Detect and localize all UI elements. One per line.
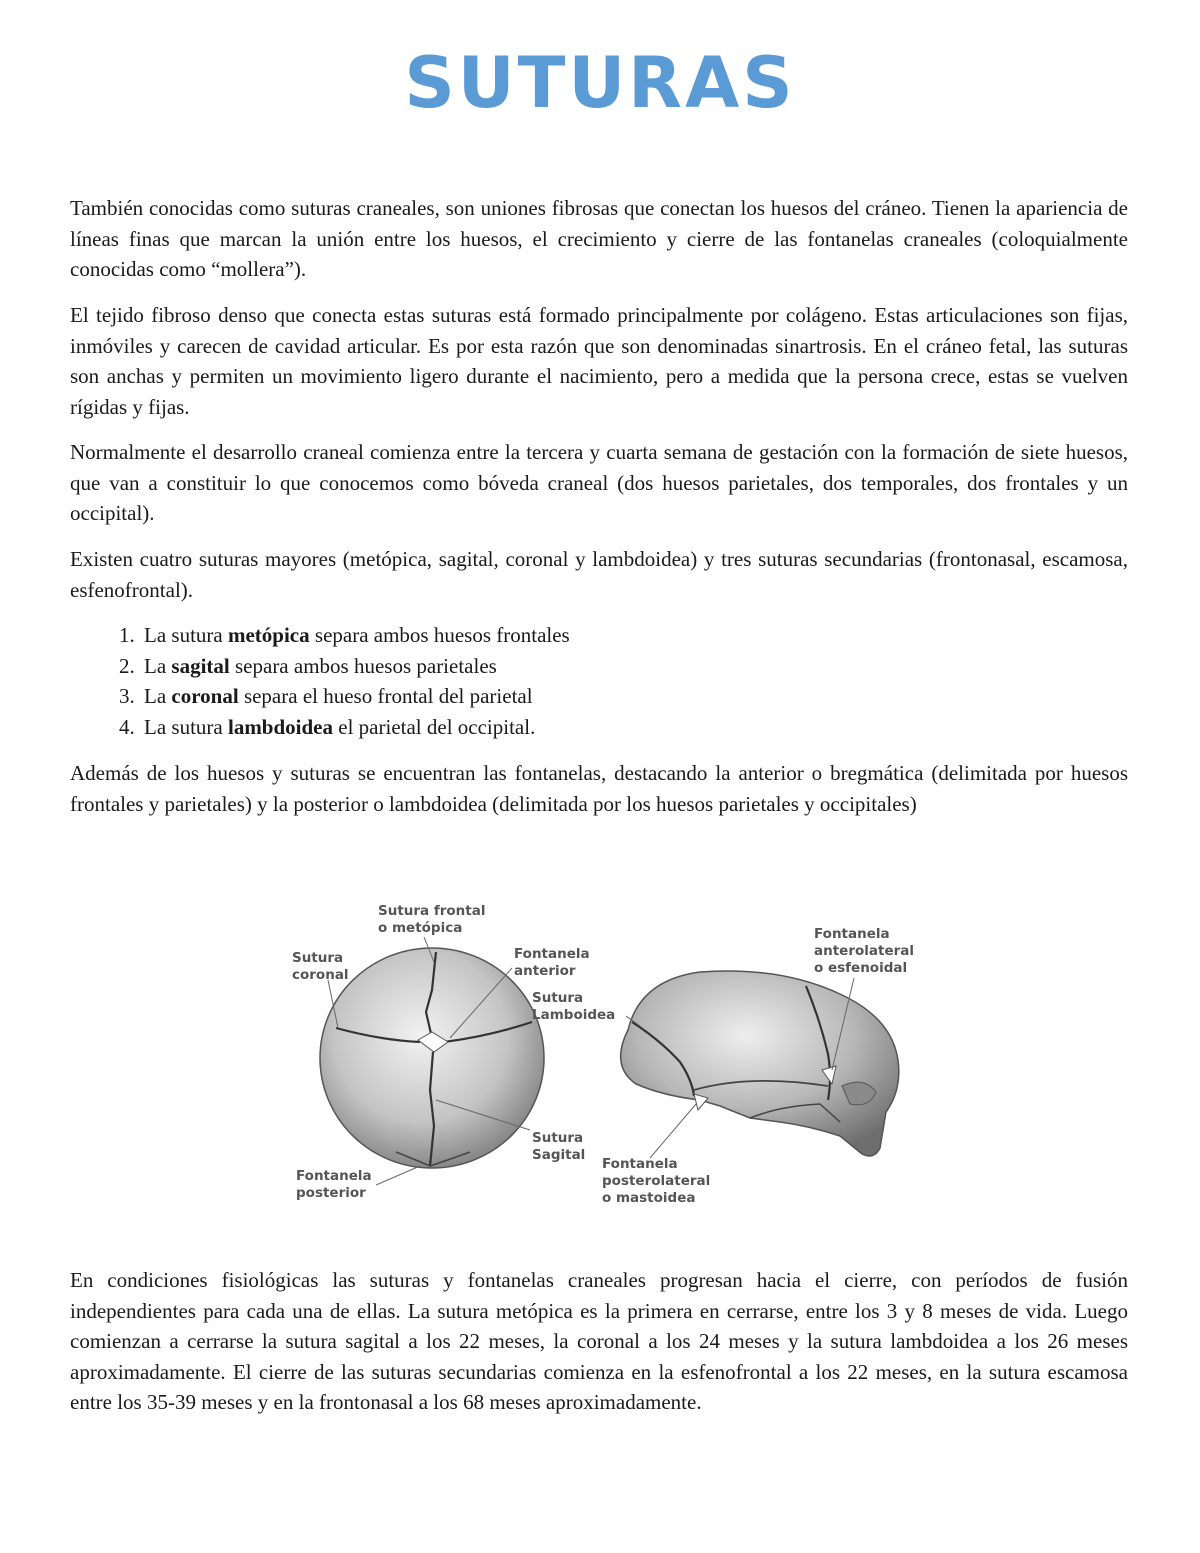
label-fontanela-posterior: posterior (296, 1185, 366, 1201)
label-sutura-sagital: Sagital (532, 1147, 586, 1163)
paragraph-desarrollo: Normalmente el desarrollo craneal comienza entre la tercera y cuarta semana de gestación con la formación de siete huesos, que van a constituir lo que conocemos como bóveda craneal (dos huesos parietales, dos temporales, dos frontales y un occipital). (70, 440, 1128, 525)
label-sutura-lamboidea: Lamboidea (532, 1007, 616, 1023)
list-item: 4. La sutura lambdoidea el parietal del occipital. (140, 712, 1198, 743)
label-sutura-lamboidea: Sutura (532, 990, 584, 1006)
label-fontanela-posterolateral: o mastoidea (602, 1190, 696, 1206)
label-fontanela-anterolateral: Fontanela (814, 926, 890, 942)
label-sutura-frontal: o metópica (378, 920, 463, 936)
list-item: 3. La coronal separa el hueso frontal del parietal (140, 681, 1198, 712)
page-title: SUTURAS (404, 42, 796, 124)
skull-figure (280, 890, 930, 1220)
label-fontanela-posterior: Fontanela (296, 1168, 372, 1184)
label-sutura-sagital: Sutura (532, 1130, 584, 1146)
skull-top-view (320, 937, 544, 1185)
skull-illustration (280, 890, 930, 1220)
paragraph-intro: También conocidas como suturas craneales, son uniones fibrosas que conectan los huesos del cráneo. Tienen la apariencia de líneas finas que marcan la unión entre los huesos, el crecimiento y cierre de las fontanelas craneales (coloquialmente conocidas como “mollera”). (70, 196, 1128, 281)
label-fontanela-anterior: Fontanela (514, 946, 590, 962)
list-item: 2. La sagital separa ambos huesos parietales (140, 651, 1198, 682)
paragraph-tejido: El tejido fibroso denso que conecta estas suturas está formado principalmente por colágeno. Estas articulaciones son fijas, inmóviles y carecen de cavidad articular. Es por esta razón que son denominadas sinartrosis. En el cráneo fetal, las suturas son anchas y permiten un movimiento ligero durante el nacimiento, pero a medida que la persona crece, estas se vuelven rígidas y fijas. (70, 303, 1128, 419)
list-item: 1. La sutura metópica separa ambos huesos frontales (140, 620, 1198, 651)
label-sutura-coronal: coronal (292, 967, 349, 983)
label-fontanela-posterolateral: posterolateral (602, 1173, 711, 1189)
label-fontanela-posterolateral: Fontanela (602, 1156, 678, 1172)
label-sutura-coronal: Sutura (292, 950, 344, 966)
paragraph-cierre: En condiciones fisiológicas las suturas y fontanelas craneales progresan hacia el cierre, con períodos de fusión independientes para cada una de ellas. La sutura metópica es la primera en cerrarse, entre los 3 y 8 meses de vida. Luego comienzan a cerrarse la sutura sagital a los 22 meses, la coronal a los 24 meses y la sutura lambdoidea a los 26 meses aproximadamente. El cierre de las suturas secundarias comienza en la esfenofrontal a los 22 meses, en la sutura escamosa entre los 35-39 meses y en la frontonasal a los 68 meses aproximadamente. (70, 1268, 1128, 1414)
paragraph-tipos: Existen cuatro suturas mayores (metópica, sagital, coronal y lambdoidea) y tres suturas secundarias (frontonasal, escamosa, esfenofrontal). (70, 547, 1128, 602)
label-fontanela-anterior: anterior (514, 963, 576, 979)
label-fontanela-anterolateral: anterolateral (814, 943, 915, 959)
sutures-list (70, 620, 1198, 742)
paragraph-fontanelas: Además de los huesos y suturas se encuentran las fontanelas, destacando la anterior o bregmática (delimitada por huesos frontales y parietales) y la posterior o lambdoidea (delimitada por los huesos parietales y occipitales) (70, 761, 1128, 816)
skull-side-view (621, 971, 899, 1158)
label-sutura-frontal: Sutura frontal (378, 903, 486, 919)
label-fontanela-anterolateral: o esfenoidal (814, 960, 908, 976)
